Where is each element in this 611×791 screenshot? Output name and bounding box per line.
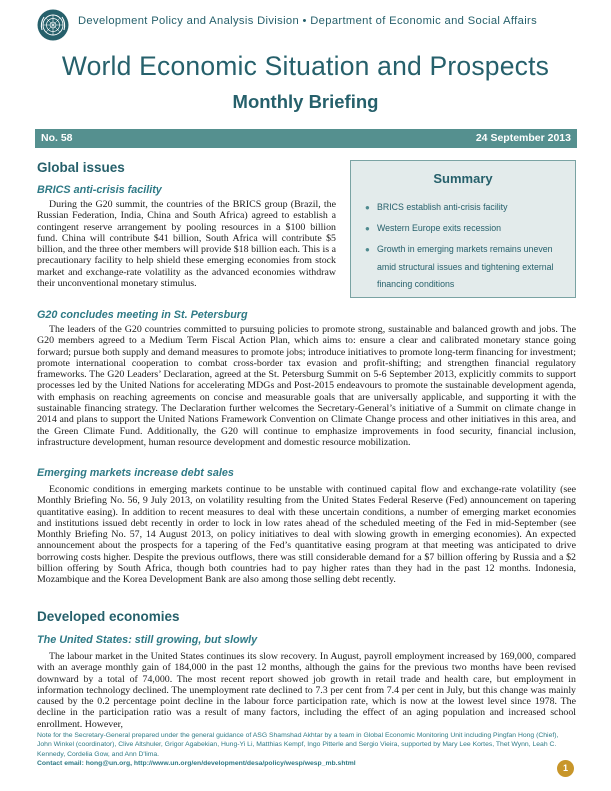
paragraph-emerging-markets: Economic conditions in emerging markets continue to be unstable with continued capital flow and exchange-rate volatility (see Monthly Briefing No. 56, 9 July 2013, on volatility resulting from the United States Federal Reserve (Fed) announcement on tapering quantitative easing). In addition to recent measures to deal with these uncertain conditions, a number of emerging market economies and institutions issued debt recently in order to lock in low rates ahead of the scheduled meeting of the Fed in mid-September (see Monthly Briefing No. 57, 14 August 2013, on policy initiatives to deal with slowing growth in emerging economies). An expected announcement about the prospects for a tapering of the Fed’s quantitative easing program at that meeting was anticipated to drive borrowing costs higher. Despite the previous outflows, there was still considerable demand for a $7 billion offering by Russia and a $2 billion offering by South Africa, though both countries had to pay higher rates than they had in the past 12 months. Indonesia, Mozambique and the Korea Development Bank are also among those selling debt recently. — [37, 484, 576, 586]
section-heading-global-issues: Global issues — [37, 160, 125, 175]
bullet-icon: ● — [365, 224, 370, 234]
department-line: Development Policy and Analysis Division • Department of Economic and Social Affairs — [78, 15, 538, 27]
subheading-brics: BRICS anti-crisis facility — [37, 184, 162, 196]
subheading-emerging-markets: Emerging markets increase debt sales — [37, 467, 234, 479]
report-title: World Economic Situation and Prospects — [61, 51, 550, 81]
issue-band — [35, 129, 577, 148]
section-heading-developed-economies: Developed economies — [37, 609, 180, 624]
footer-note — [37, 731, 559, 769]
summary-title: Summary — [433, 171, 493, 186]
paragraph-brics: During the G20 summit, the countries of the BRICS group (Brazil, the Russian Federation, India, China and South Africa) agreed to establish a contingent reserve arrangement by pooling resources in a $100 billion fund. China will contribute $41 billion, South Africa will contribute $5 billion, and the three other members will provide $18 billion each. This is a precautionary facility to help shield these emerging economies from stock market and exchange-rate volatility as the advanced economies withdraw their unconventional monetary stimulus. — [37, 199, 336, 290]
summary-box — [350, 160, 576, 298]
issue-date: 24 September 2013 — [475, 132, 571, 144]
bullet-icon: ● — [365, 203, 370, 212]
subheading-united-states: The United States: still growing, but slowly — [37, 634, 258, 646]
summary-item: ● Growth in emerging markets remains uneven amid structural issues and tightening external financing conditions — [365, 241, 570, 293]
issue-number: No. 58 — [41, 132, 73, 144]
summary-list — [365, 199, 570, 297]
subheading-g20: G20 concludes meeting in St. Petersburg — [37, 309, 248, 321]
footer-contact: Contact email: hong@un.org, http://www.un.org/en/development/desa/policy/wesp/wesp_mb.shtml — [37, 760, 356, 768]
paragraph-united-states: The labour market in the United States continues its slow recovery. In August, payroll employment increased by 169,000, compared with an average monthly gain of 184,000 in the past 12 months, although the gains for the previous two months have been revised downward by a total of 74,000. The most recent report showed job growth in retail trade and health care, but employment in information technology declined. The unemployment rate declined to 7.3 per cent from 7.4 per cent in July, but this change was mainly caused by the 0.2 percentage point decline in the labour force participation rate, which is now at the lowest level since 1978. The decline in the participation ratio was a result of many factors, including the effect of an aging population and increased school enrollment. However, — [37, 651, 576, 730]
footer-credits: Note for the Secretary-General prepared under the general guidance of ASG Shamshad Akhtar by a team in Global Economic Monitoring Unit including Pingfan Hong (Chief), John Winkel (coordinator), Clive Altshuler, Grigor Agabekian, Hung-Yi Li, Matthias Kempf, Ingo Pitterle and Sergio Vieira, supported by Mary Lee Kortes, Thet Wynn, Leah C. Kennedy, Cordelia Gow, and Ann D'lima. — [37, 732, 559, 758]
page-number-badge: 1 — [557, 760, 574, 777]
summary-item: ● BRICS establish anti-crisis facility — [365, 199, 570, 216]
report-subtitle: Monthly Briefing — [232, 91, 379, 112]
summary-item: ● Western Europe exits recession — [365, 220, 570, 237]
un-emblem-icon — [37, 9, 69, 41]
paragraph-g20: The leaders of the G20 countries committed to pursuing policies to promote strong, sustainable and balanced growth and jobs. The G20 members agreed to a Medium Term Fiscal Action Plan, which aims to: ensure a clear and calibrated monetary stance going forward; pursue both supply and demand measures to promote jobs; introduce initiatives to promote long-term financing for investment; promote international cooperation to combat cross-border tax evasion and profit-shifting; and strengthen financial regulatory frameworks. The G20 Leaders’ Declaration, agreed at the St. Petersburg Summit on 5-6 September 2013, explicitly commits to support processes led by the United Nations for accelerating MDGs and Post-2015 endeavours to promote the sustainable development agenda, with emphasis on reaching agreements on concise and measurable goals that are universally applicable, and supporting it with the sustainable financing strategy. The Declaration further welcomes the Secretary-General’s initiative of a Summit on climate change in 2014 and plans to support the United Nations Framework Convention on Climate Change process and other initiatives in this area, and the Green Climate Fund. Additionally, the G20 will continue to emphasize improvements in food security, financial inclusion, infrastructure development, human resource development and domestic resource mobilization. — [37, 324, 576, 448]
bullet-icon: ● — [365, 245, 370, 255]
